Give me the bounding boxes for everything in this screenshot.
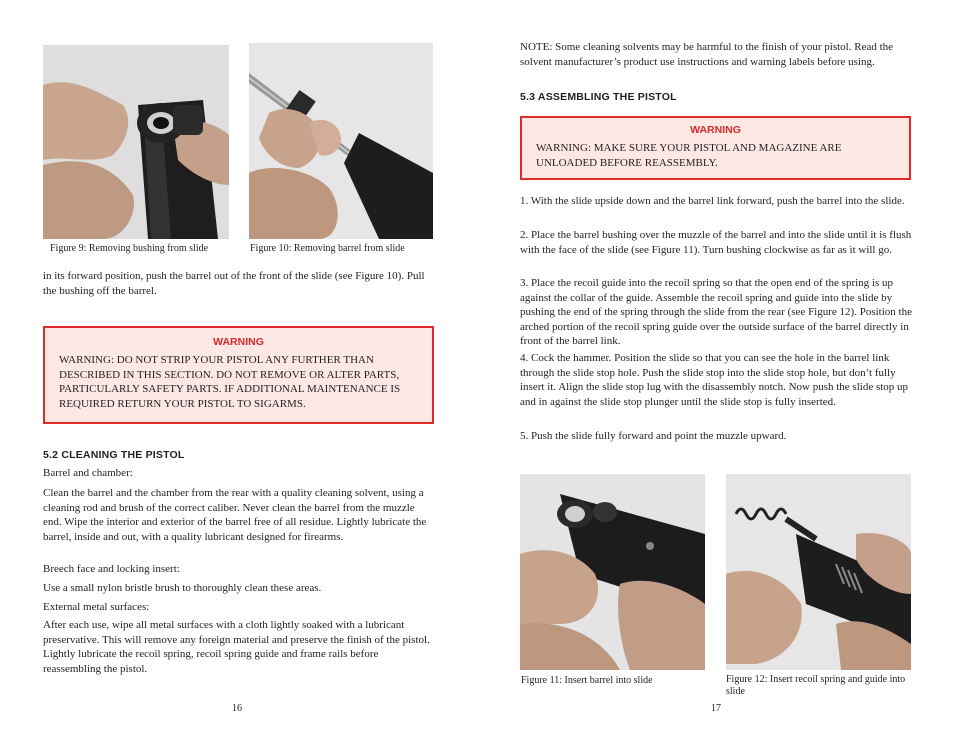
figure-12-caption: Figure 12: Insert recoil spring and guide into slide bbox=[726, 674, 906, 697]
figure-10-photo bbox=[249, 43, 433, 239]
figure-11-caption: Figure 11: Insert barrel into slide bbox=[521, 675, 653, 686]
paragraph-external-surfaces: External metal surfaces: bbox=[43, 601, 150, 613]
step-5: 5. Push the slide fully forward and point the muzzle upward. bbox=[520, 430, 787, 442]
section-heading-assembling: 5.3 ASSEMBLING THE PISTOL bbox=[520, 91, 677, 103]
paragraph-barrel-chamber: Barrel and chamber: bbox=[43, 467, 133, 479]
reassembly-warning-box bbox=[520, 116, 911, 180]
figure-9-caption: Figure 9: Removing bushing from slide bbox=[50, 243, 209, 254]
step-3: 3. Place the recoil guide into the recoil spring so that the open end of the spring is up against the collar of the guide. Assemble the recoil spring and guide into the slide by pushing the end of the spring through the slide from the rear (see Figure 12). Position the arched portion of the recoil spring guide over the outside surface of the barrel directly in front of the barrel link. bbox=[520, 277, 912, 347]
figure-12-photo bbox=[726, 474, 911, 670]
reassembly-warning-text: WARNING: MAKE SURE YOUR PISTOL AND MAGAZINE ARE UNLOADED BEFORE REASSEMBLY. bbox=[536, 142, 842, 169]
page-number-left: 16 bbox=[232, 703, 242, 714]
reassembly-warning-title: WARNING bbox=[690, 124, 741, 136]
paragraph-breech-face: Breech face and locking insert: bbox=[43, 563, 180, 575]
note-paragraph: NOTE: Some cleaning solvents may be harmful to the finish of your pistol. Read the solvent manufacturer’s product use instructions and warning labels before using. bbox=[520, 41, 894, 68]
figure-9-photo bbox=[43, 45, 229, 239]
figure-10-caption: Figure 10: Removing barrel from slide bbox=[250, 243, 405, 254]
continuation-paragraph: in its forward position, push the barrel out of the front of the slide (see Figure 10). Pull the bushing off the barrel. bbox=[43, 270, 425, 297]
warning-title: WARNING bbox=[213, 336, 264, 348]
paragraph-barrel-cleaning: Clean the barrel and the chamber from the rear with a quality cleaning solvent, using a cleaning rod and brush of the correct caliber. Never clean the barrel from the muzzle end. Wipe the interior and exterior of the barrel free of all residue. Lightly lubricate the barrel, inside and out, with a quality lubricant designed for firearms. bbox=[43, 487, 427, 543]
step-1: 1. With the slide upside down and the barrel link forward, push the barrel into the slide. bbox=[520, 195, 905, 207]
step-4: 4. Cock the hammer. Position the slide so that you can see the hole in the barrel link through the slide stop hole. Push the slide stop into the slide stop hole, but don’t fully insert it. Align the slide stop lug with the disassembly notch. Now push the slide stop up and in against the slide stop plunger until the slide stop is fully inserted. bbox=[520, 352, 909, 408]
right-page bbox=[477, 0, 954, 738]
page-number-right: 17 bbox=[711, 703, 721, 714]
paragraph-wipe-surfaces: After each use, wipe all metal surfaces with a cloth lightly soaked with a lubricant preservative. This will remove any foreign material and preserve the finish of the pistol. Lightly lubricate the recoil spring, recoil spring guide and frame rails before reassembling the pistol. bbox=[43, 619, 430, 675]
figure-11-photo bbox=[520, 474, 705, 670]
warning-box bbox=[43, 326, 434, 424]
warning-text: WARNING: DO NOT STRIP YOUR PISTOL ANY FURTHER THAN DESCRIBED IN THIS SECTION. DO NOT REMOVE OR ALTER PARTS, PARTICULARLY SAFETY PARTS. IF ADDITIONAL MAINTENANCE IS REQUIRED RETURN YOUR PISTOL TO SIGARMS. bbox=[59, 354, 401, 410]
step-2: 2. Place the barrel bushing over the muzzle of the barrel and into the slide until it is flush with the face of the slide (see Figure 11). Turn bushing clockwise as far as it will go. bbox=[520, 229, 912, 256]
section-heading-cleaning: 5.2 CLEANING THE PISTOL bbox=[43, 449, 185, 461]
paragraph-nylon-brush: Use a small nylon bristle brush to thoroughly clean these areas. bbox=[43, 582, 322, 594]
